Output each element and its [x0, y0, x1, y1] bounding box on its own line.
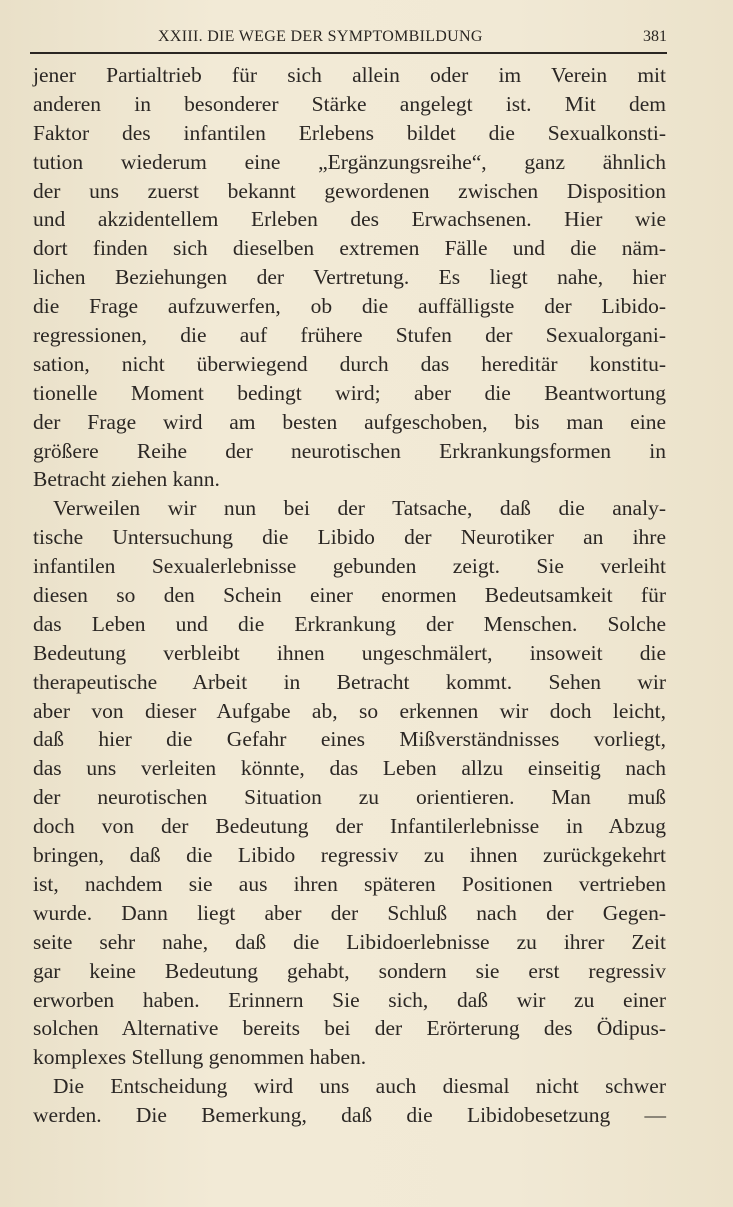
text-line: Faktor des infantilen Erlebens bildet die Sexualkonsti- [33, 120, 666, 145]
text-line: wurde. Dann liegt aber der Schluß nach der Gegen- [33, 900, 666, 925]
text-line: erworben haben. Erinnern Sie sich, daß wir zu einer [33, 987, 666, 1012]
text-line: und akzidentellem Erleben des Erwachsenen. Hier wie [33, 207, 666, 232]
text-line: sation, nicht überwiegend durch das hereditär konstitu- [33, 351, 666, 376]
page-header [30, 26, 667, 54]
text-line: doch von der Bedeutung der Infantilerlebnisse in Abzug [33, 814, 666, 839]
text-line: werden. Die Bemerkung, daß die Libidobesetzung — [33, 1103, 666, 1128]
text-line: der neurotischen Situation zu orientieren. Man muß [33, 785, 666, 810]
text-line: tution wiederum eine „Ergänzungsreihe“, ganz ähnlich [33, 149, 666, 174]
body-text [33, 61, 666, 1130]
text-line: regressionen, die auf frühere Stufen der Sexualorgani- [33, 323, 666, 348]
text-line: tische Untersuchung die Libido der Neurotiker an ihre [33, 525, 666, 550]
text-line: bringen, daß die Libido regressiv zu ihnen zurückgekehrt [33, 843, 666, 868]
text-line: therapeutische Arbeit in Betracht kommt. Sehen wir [33, 669, 666, 694]
text-line: daß hier die Gefahr eines Mißverständnisses vorliegt, [33, 727, 666, 752]
text-line: gar keine Bedeutung gehabt, sondern sie erst regressiv [33, 958, 666, 983]
text-line: komplexes Stellung genommen haben. [33, 1045, 367, 1070]
paragraph-start: Die Entscheidung wird uns auch diesmal nicht schwer [53, 1074, 666, 1099]
text-line: jener Partialtrieb für sich allein oder im Verein mit [33, 63, 666, 87]
text-line: diesen so den Schein einer enormen Bedeutsamkeit für [33, 583, 666, 608]
text-line: größere Reihe der neurotischen Erkrankungsformen in [33, 438, 666, 463]
text-line: Bedeutung verbleibt ihnen ungeschmälert, insoweit die [33, 640, 666, 665]
text-line: dort finden sich dieselben extremen Fälle und die näm- [33, 236, 666, 261]
page-number: 381 [643, 28, 667, 45]
text-line: solchen Alternative bereits bei der Erörterung des Ödipus- [33, 1016, 666, 1041]
text-line: der Frage wird am besten aufgeschoben, bis man eine [33, 409, 666, 434]
text-line: der uns zuerst bekannt gewordenen zwischen Disposition [33, 178, 666, 203]
text-line: die Frage aufzuwerfen, ob die auffälligste der Libido- [33, 294, 666, 319]
text-line: infantilen Sexualerlebnisse gebunden zeigt. Sie verleiht [33, 554, 666, 579]
paragraph-start: Verweilen wir nun bei der Tatsache, daß die analy- [53, 496, 666, 521]
text-line: ist, nachdem sie aus ihren späteren Positionen vertrieben [33, 871, 666, 896]
text-line: Betracht ziehen kann. [33, 467, 220, 492]
text-line: das Leben und die Erkrankung der Menschen. Solche [33, 611, 666, 636]
running-head: XXIII. DIE WEGE DER SYMPTOMBILDUNG [158, 28, 483, 45]
text-line: lichen Beziehungen der Vertretung. Es liegt nahe, hier [33, 265, 666, 290]
text-line: anderen in besonderer Stärke angelegt ist. Mit dem [33, 91, 666, 116]
text-line: aber von dieser Aufgabe ab, so erkennen wir doch leicht, [33, 698, 666, 723]
text-line: das uns verleiten könnte, das Leben allzu einseitig nach [33, 756, 666, 781]
text-line: tionelle Moment bedingt wird; aber die Beantwortung [33, 380, 666, 405]
text-line: seite sehr nahe, daß die Libidoerlebnisse zu ihrer Zeit [33, 929, 666, 954]
